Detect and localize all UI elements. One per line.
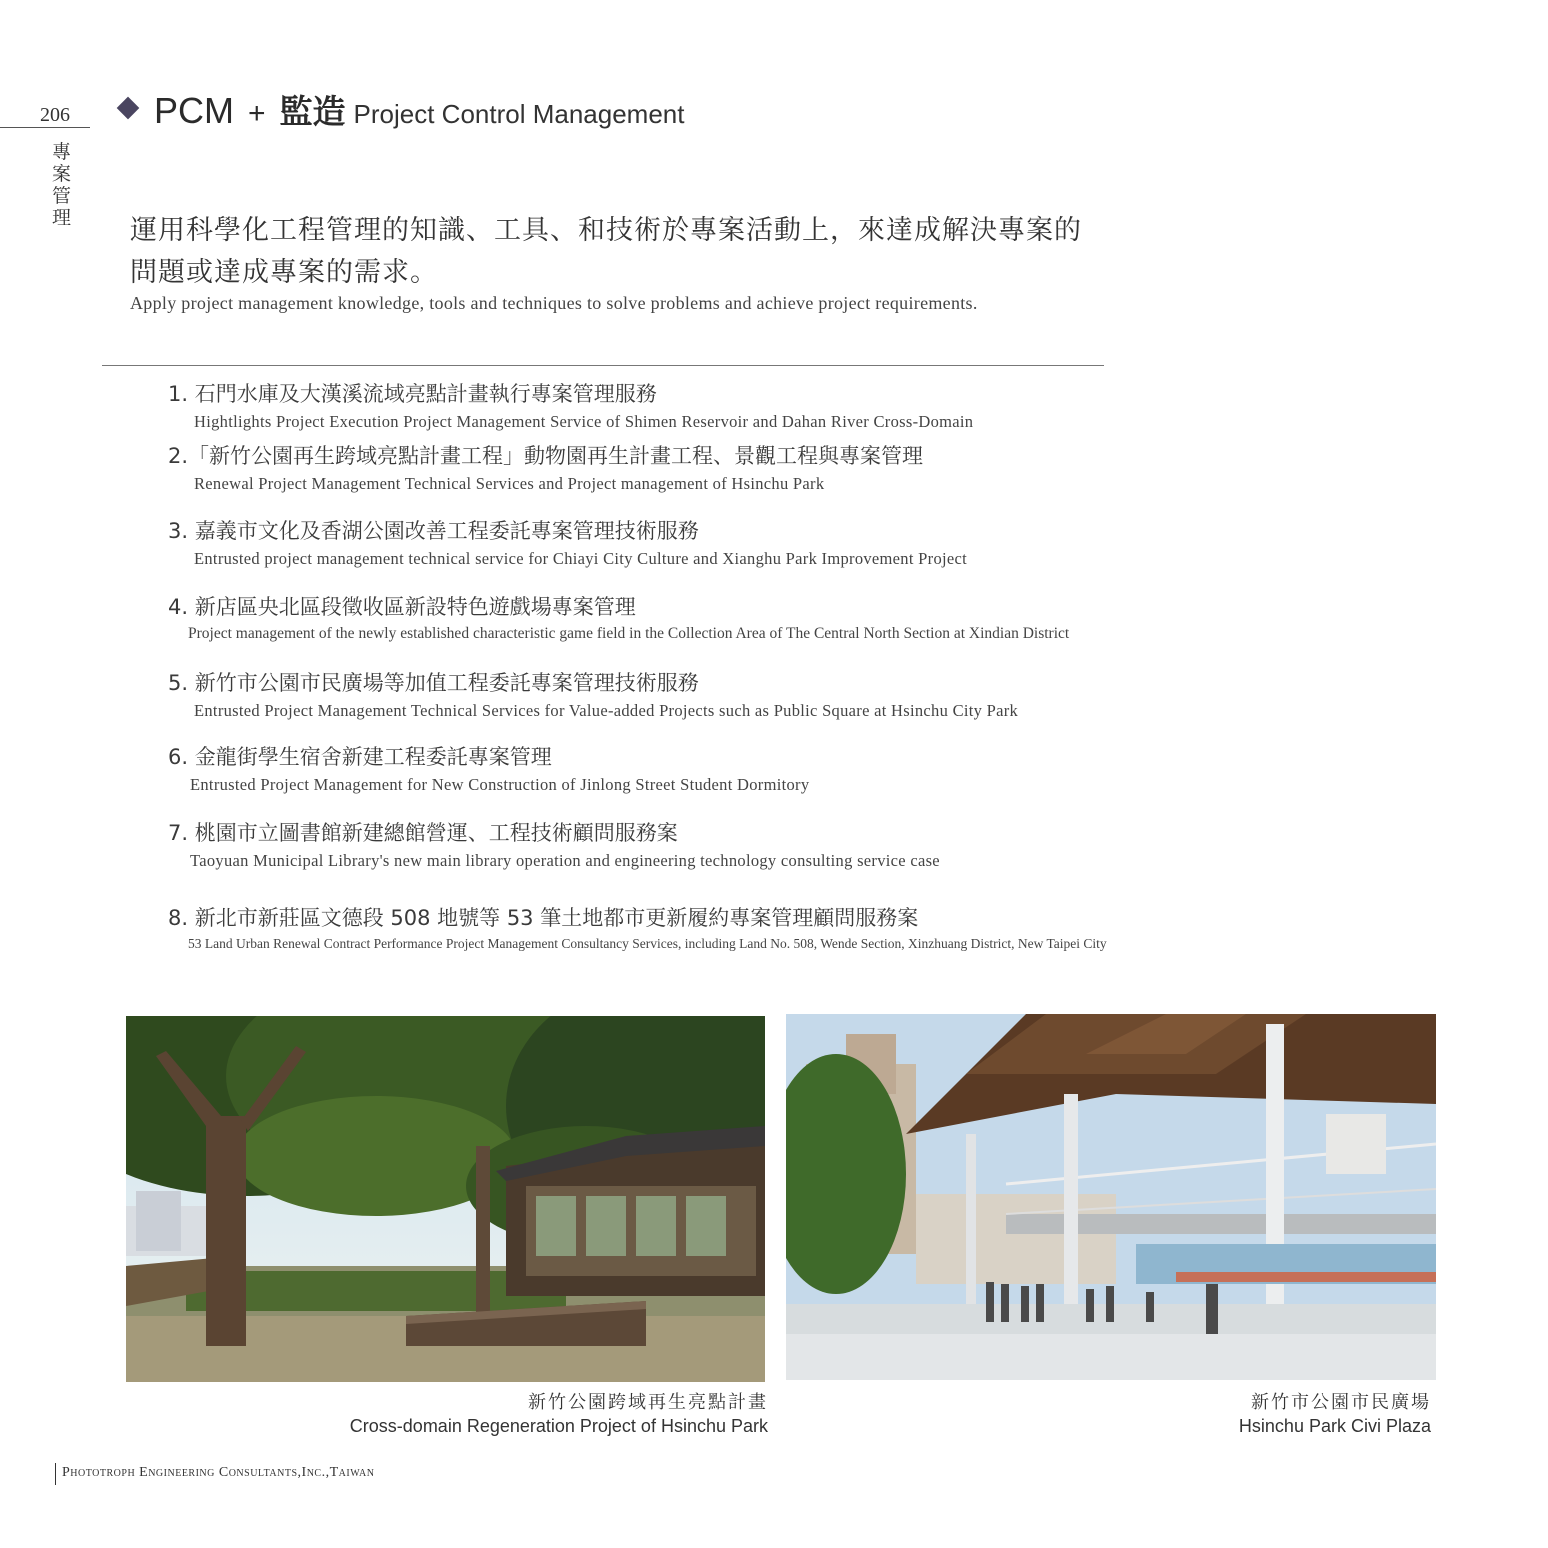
- caption-zh: 新竹公園跨域再生亮點計畫: [528, 1392, 768, 1413]
- list-item: [168, 817, 1368, 871]
- list-item: [168, 902, 1368, 952]
- plaza-pavilion-illustration: [786, 1014, 1436, 1380]
- section-vertical-label: 專案管理: [52, 142, 72, 229]
- title-pcm: PCM: [154, 90, 234, 131]
- footer-company-name: Phototroph Engineering Consultants,Inc.,Taiwan: [62, 1465, 375, 1480]
- item-title-en: Entrusted project management technical service for Chiayi City Culture and Xianghu Park Improvement Project: [194, 549, 968, 568]
- photo-hsinchu-park: [126, 1016, 765, 1382]
- title-plus: +: [248, 97, 266, 130]
- item-title-en: Hightlights Project Execution Project Management Service of Shimen Reservoir and Dahan River Cross-Domain: [194, 412, 974, 431]
- list-item: [168, 591, 1368, 643]
- item-title-en: Project management of the newly established characteristic game field in the Collection Area of The Central North Section at Xindian District: [188, 625, 1070, 642]
- item-title-en: Taoyuan Municipal Library's new main library operation and engineering technology consulting service case: [190, 851, 940, 870]
- item-title-zh: 3. 嘉義市文化及香湖公園改善工程委託專案管理技術服務: [168, 519, 699, 543]
- photo-caption: [126, 1388, 768, 1437]
- caption-en: Hsinchu Park Civi Plaza: [1238, 1416, 1431, 1436]
- item-title-en: 53 Land Urban Renewal Contract Performance Project Management Consultancy Services, including Land No. 508, Wende Section, Xinzhuang District, New Taipei City: [188, 936, 1107, 951]
- item-title-en: Entrusted Project Management for New Construction of Jinlong Street Student Dormitory: [190, 775, 810, 794]
- page-number: 206: [40, 104, 70, 126]
- intro-english: Apply project management knowledge, tools and techniques to solve problems and achieve project requirements.: [130, 293, 978, 313]
- photo-civic-plaza: [786, 1014, 1436, 1380]
- list-item: [168, 667, 1368, 721]
- title-english: Project Control Management: [353, 99, 685, 129]
- page-title: [120, 86, 684, 133]
- photo-caption: [786, 1388, 1431, 1437]
- item-title-en: Entrusted Project Management Technical Services for Value-added Projects such as Public Square at Hsinchu City Park: [194, 701, 1019, 720]
- park-tree-illustration: [126, 1016, 765, 1382]
- item-title-zh: 4. 新店區央北區段徵收區新設特色遊戲場專案管理: [168, 595, 636, 619]
- caption-en: Cross-domain Regeneration Project of Hsinchu Park: [349, 1416, 768, 1436]
- item-title-zh: 8. 新北市新莊區文德段 508 地號等 53 筆土地都市更新履約專案管理顧問服務案: [168, 906, 919, 930]
- list-item: [168, 515, 1368, 569]
- item-title-zh: 1. 石門水庫及大漢溪流域亮點計畫執行專案管理服務: [168, 382, 657, 406]
- item-title-zh: 5. 新竹市公園市民廣場等加值工程委託專案管理技術服務: [168, 671, 699, 695]
- list-item: [168, 378, 1368, 432]
- title-chinese: 監造: [279, 92, 346, 131]
- footer-rule: [55, 1463, 56, 1485]
- item-title-zh: 2.「新竹公園再生跨域亮點計畫工程」動物園再生計畫工程、景觀工程與專案管理: [168, 444, 924, 468]
- item-title-en: Renewal Project Management Technical Services and Project management of Hsinchu Park: [194, 474, 825, 493]
- diamond-bullet-icon: [117, 96, 140, 119]
- page-number-rule: [0, 127, 90, 128]
- item-title-zh: 7. 桃園市立圖書館新建總館營運、工程技術顧問服務案: [168, 821, 678, 845]
- intro-divider: [102, 365, 1104, 366]
- item-title-zh: 6. 金龍街學生宿舍新建工程委託專案管理: [168, 745, 552, 769]
- caption-zh: 新竹市公園市民廣場: [1251, 1392, 1431, 1413]
- list-item: [168, 741, 1368, 795]
- intro-chinese: 運用科學化工程管理的知識、工具、和技術於專案活動上，來達成解決專案的問題或達成專案的需求。: [130, 215, 1082, 288]
- list-item: [168, 440, 1368, 494]
